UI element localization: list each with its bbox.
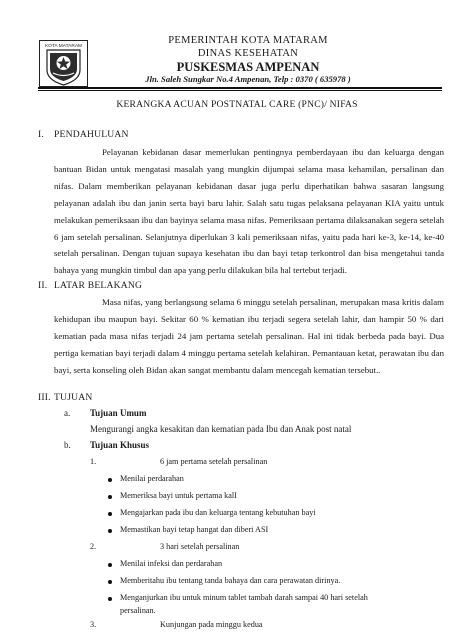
goal-general-label: a. bbox=[64, 408, 71, 418]
item-2-bullet-3: Menganjurkan ibu untuk minum tablet tambah darah sampai 40 hari setelah bbox=[120, 593, 368, 602]
header-government: PEMERINTAH KOTA MATARAM bbox=[168, 35, 328, 46]
goal-specific-label: b. bbox=[64, 440, 71, 450]
section-2-text: Masa nifas, yang berlangsung selama 6 minggu setelah persalinan, merupakan masa kritis dalam kehidupan ibu maupun bayi. Sekitar 60 % kematian ibu terjadi segera setelah lahir, dan hampir 50 % dari kematian pada masa nifas terjadi 24 jam pertama setelah persalinan. Hal ini tidak berbeda pada bayi. Dua pertiga kematian bayi terjadi dalam 4 minggu pertama setelah kelahiran. Pemantauan ketat, perawatan ibu dan bayi, serta konseling oleh Bidan akan sangat membantu dalam mencegah kematian tersebut.. bbox=[54, 297, 444, 375]
section-2-number: II. bbox=[38, 280, 48, 291]
goal-general-text: Mengurangi angka kesakitan dan kematian pada Ibu dan Anak post natal bbox=[90, 424, 352, 434]
section-1-heading: PENDAHULUAN bbox=[54, 129, 129, 140]
section-2-heading: LATAR BELAKANG bbox=[54, 280, 143, 291]
item-1-bullet-4: Memastikan bayi tetap hangat dan diberi ASI bbox=[120, 525, 269, 534]
bullet-dot bbox=[108, 580, 112, 584]
document-title: KERANGKA ACUAN POSTNATAL CARE (PNC)/ NIFAS bbox=[116, 99, 358, 110]
section-3-number: III. bbox=[38, 392, 51, 403]
logo-text: KOTA MATARAM bbox=[44, 44, 83, 49]
section-2-paragraph bbox=[54, 294, 444, 379]
item-2-bullet-1: Menilai infeksi dan perdarahan bbox=[120, 559, 223, 568]
item-1-bullet-2: Memeriksa bayi untuk pertama kalI bbox=[120, 491, 237, 500]
section-1-paragraph bbox=[54, 144, 444, 279]
section-1-number: I. bbox=[38, 129, 44, 140]
header-divider bbox=[38, 87, 442, 89]
section-1-text: Pelayanan kebidanan dasar memerlukan pentingnya pemberdayaan ibu dan keluarga dengan bantuan Bidan untuk mengatasi masalah yang mungkin dijumpai selama masa kehamilan, persalinan dan nifas. Dalam memberikan pelayanan kebidanan dasar juga perlu diperhatikan bahwa sasaran langsung pelayanan adalah ibu dan janin serta bayi baru lahir. Salah satu tugas pelaksana pelayanan KIA yaitu untuk melakukan pemeriksaan ibu dan bayinya selama masa nifas. Pemeriksaan pertama dilaksanakan segera setelah 6 jam setelah persalinan. Selanjutnya diperlukan 3 kali pemeriksaan nifas, yaitu pada hari ke-3, ke-14, ke-40 setelah persalinan. Dengan tujuan supaya kesehatan ibu dan bayi tetap terkontrol dan bisa mengetahui tanda bahaya yang mungkin timbul dan apa yang perlu dilakukan bila hal tertebut terjadi. bbox=[54, 147, 444, 276]
goal-general-title: Tujuan Umum bbox=[90, 408, 147, 418]
item-2-number: 2. bbox=[90, 542, 97, 551]
bullet-dot bbox=[108, 495, 112, 499]
item-2-title: 3 hari setelah persalinan bbox=[160, 542, 240, 551]
city-logo bbox=[39, 40, 88, 87]
bullet-dot bbox=[108, 529, 112, 533]
goal-specific-title: Tujuan Khusus bbox=[90, 440, 149, 450]
item-3-title: Kunjungan pada minggu kedua bbox=[160, 620, 263, 629]
item-1-bullet-3: Mengajarkan pada ibu dan keluarga tentang kebutuhan bayi bbox=[120, 508, 316, 517]
header-address: Jln. Saleh Sungkar No.4 Ampenan, Telp : 0370 ( 635978 ) bbox=[145, 74, 351, 84]
bullet-dot bbox=[108, 478, 112, 482]
section-3-heading: TUJUAN bbox=[54, 392, 93, 403]
item-1-number: 1. bbox=[90, 457, 97, 466]
bullet-dot bbox=[108, 597, 112, 601]
bullet-dot bbox=[108, 563, 112, 567]
item-1-bullet-1: Menilai perdarahan bbox=[120, 474, 184, 483]
header-institution: PUSKESMAS AMPENAN bbox=[176, 60, 320, 74]
bullet-dot bbox=[108, 512, 112, 516]
item-2-bullet-3-continued: persalinan. bbox=[120, 606, 156, 615]
header-divider-thin bbox=[38, 90, 442, 91]
header-department: DINAS KESEHATAN bbox=[197, 48, 299, 59]
item-3-number: 3. bbox=[90, 620, 97, 629]
item-2-bullet-2: Memberitahu ibu tentang tanda bahaya dan cara perawatan dirinya. bbox=[120, 576, 341, 585]
item-1-title: 6 jam pertama setelah persalinan bbox=[160, 457, 268, 466]
